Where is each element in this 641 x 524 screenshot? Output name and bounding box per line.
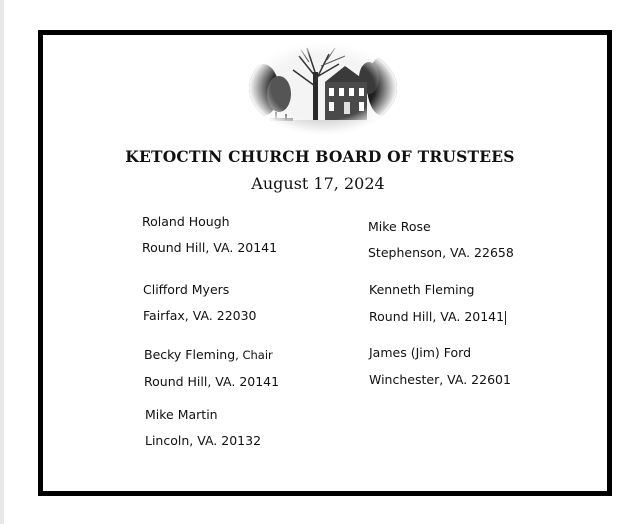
trustee-address-clifford: Fairfax, VA. 22030: [143, 308, 257, 323]
trustee-name-clifford: Clifford Myers: [143, 282, 230, 297]
left-margin-rule: [0, 0, 4, 524]
text-cursor: [505, 311, 506, 325]
trustee-name-becky-text: Becky Fleming: [144, 347, 236, 362]
trustee-name-roland: Roland Hough: [142, 214, 230, 229]
trustee-address-roland: Round Hill, VA. 20141: [142, 240, 278, 255]
trustee-role-becky: , Chair: [235, 348, 273, 362]
trustee-name-james: James (Jim) Ford: [369, 345, 472, 360]
trustee-address-james: Winchester, VA. 22601: [369, 372, 511, 387]
trustee-name-mike-rose: Mike Rose: [368, 219, 431, 234]
trustee-address-kenneth-text: Round Hill, VA. 20141: [369, 309, 505, 324]
document-title: KETOCTIN CHURCH BOARD OF TRUSTEES: [125, 147, 515, 166]
document-date: August 17, 2024: [251, 174, 385, 193]
trustee-name-mike-martin: Mike Martin: [145, 407, 218, 422]
trustee-address-kenneth[interactable]: [369, 309, 506, 325]
trustee-address-mike-rose: Stephenson, VA. 22658: [368, 245, 514, 260]
trustee-address-mike-martin: Lincoln, VA. 20132: [145, 433, 262, 448]
trustee-name-becky: [144, 347, 273, 362]
trustee-name-kenneth: Kenneth Fleming: [369, 282, 475, 297]
trustee-address-becky: Round Hill, VA. 20141: [144, 374, 280, 389]
church-photo-icon: [249, 42, 397, 134]
